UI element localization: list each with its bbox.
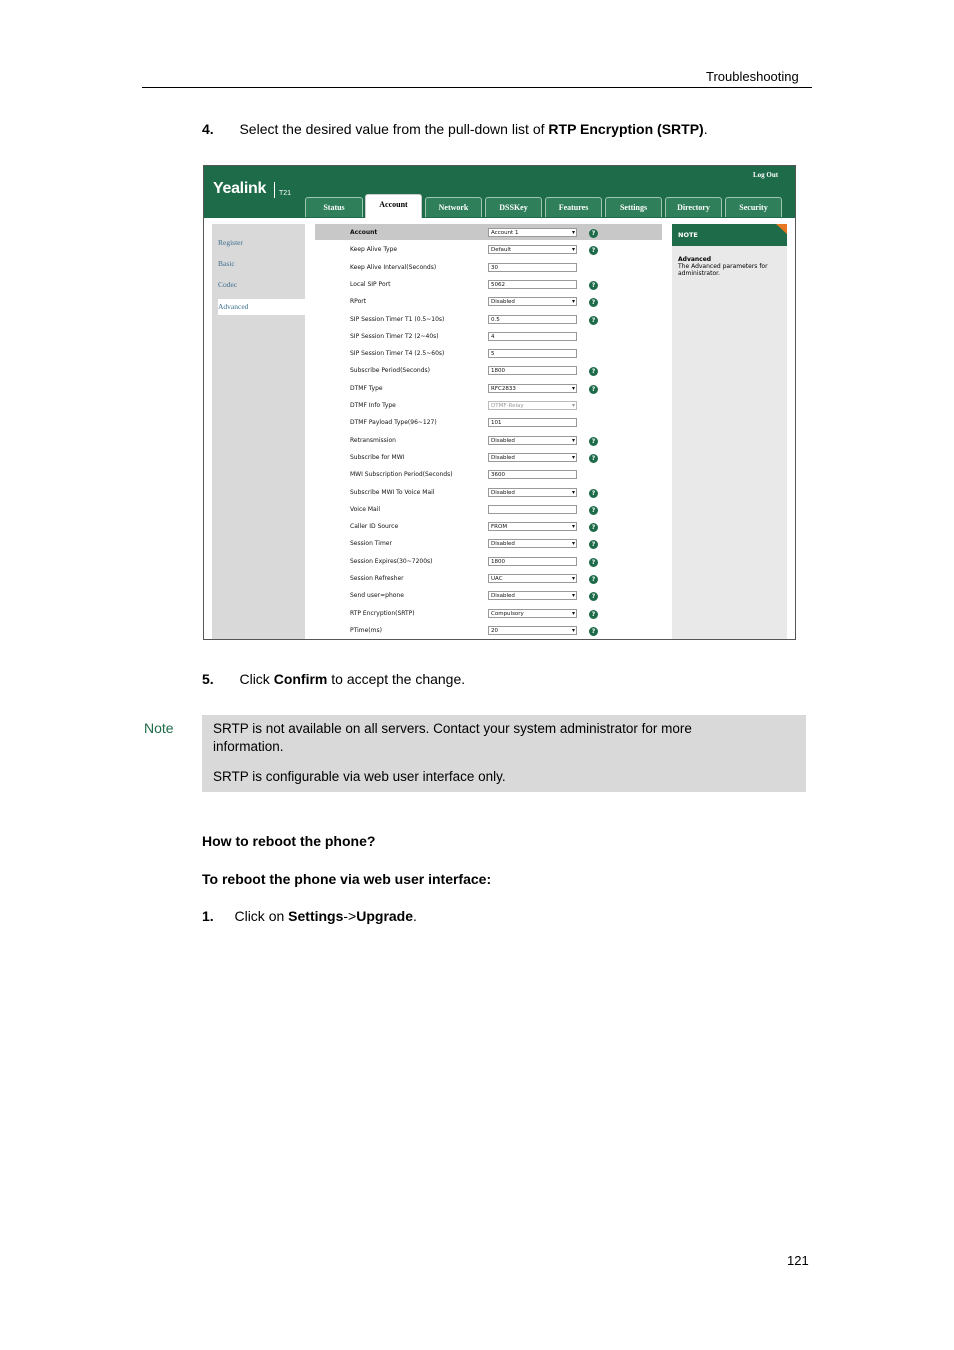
step-bold-upgrade: Upgrade bbox=[356, 908, 414, 924]
tab-account[interactable]: Account bbox=[365, 194, 422, 218]
step-text: Click on bbox=[234, 908, 289, 924]
select-field[interactable]: RFC2833 ▾ bbox=[488, 384, 577, 393]
row-label: Subscribe for MWI bbox=[350, 453, 405, 461]
note-line-2: information. bbox=[213, 739, 284, 754]
tab-features[interactable]: Features bbox=[545, 197, 602, 217]
help-icon[interactable]: ? bbox=[589, 627, 598, 636]
row-label: SIP Session Timer T4 (2.5~60s) bbox=[350, 350, 445, 358]
step-text: Select the desired value from the pull-down list of bbox=[239, 121, 549, 137]
step-text: Click bbox=[239, 671, 274, 687]
tab-status[interactable]: Status bbox=[305, 197, 363, 217]
step-5 bbox=[202, 671, 465, 687]
help-icon[interactable]: ? bbox=[589, 489, 598, 498]
logo-divider bbox=[274, 182, 275, 198]
note-line-3: SRTP is configurable via web user interface only. bbox=[213, 769, 506, 784]
note-panel-description: The Advanced parameters for administrator. bbox=[678, 263, 768, 277]
step-bold: RTP Encryption (SRTP) bbox=[548, 121, 704, 137]
help-icon[interactable]: ? bbox=[589, 575, 598, 584]
row-label: SIP Session Timer T1 (0.5~10s) bbox=[350, 315, 445, 323]
tab-directory[interactable]: Directory bbox=[665, 197, 722, 217]
row-label: Account bbox=[350, 229, 378, 236]
brand-logo: Yealink bbox=[213, 180, 267, 197]
help-icon[interactable]: ? bbox=[589, 298, 598, 307]
tab-security[interactable]: Security bbox=[725, 197, 782, 217]
row-label: PTime(ms) bbox=[350, 626, 382, 634]
row-label: SIP Session Timer T2 (2~40s) bbox=[350, 332, 439, 340]
row-label: Keep Alive Interval(Seconds) bbox=[350, 263, 437, 271]
select-field[interactable]: Compulsory ▾ bbox=[488, 609, 577, 618]
help-icon[interactable]: ? bbox=[589, 246, 598, 255]
step-arrow: -> bbox=[343, 908, 357, 924]
help-icon[interactable]: ? bbox=[589, 385, 598, 394]
row-label: Send user=phone bbox=[350, 592, 404, 600]
select-field[interactable]: Disabled ▾ bbox=[488, 436, 577, 445]
text-field[interactable]: 1800 bbox=[488, 366, 577, 375]
nav-item-basic[interactable]: Basic bbox=[218, 259, 235, 268]
tab-dsskey[interactable]: DSSKey bbox=[485, 197, 542, 217]
text-field[interactable]: 101 bbox=[488, 418, 577, 427]
help-icon[interactable]: ? bbox=[589, 229, 598, 238]
step-number: 5. bbox=[202, 671, 214, 687]
select-field[interactable]: 20 ▾ bbox=[488, 626, 577, 635]
row-label: Session Timer bbox=[350, 540, 392, 548]
select-field[interactable]: Disabled ▾ bbox=[488, 488, 577, 497]
nav-item-advanced[interactable]: Advanced bbox=[218, 302, 249, 311]
row-label: RPort bbox=[350, 298, 367, 306]
row-label: Keep Alive Type bbox=[350, 246, 398, 254]
text-field[interactable]: 0.5 bbox=[488, 315, 577, 324]
select-field[interactable]: Disabled ▾ bbox=[488, 297, 577, 306]
text-field[interactable]: 30 bbox=[488, 263, 577, 272]
row-label: DTMF Type bbox=[350, 384, 383, 392]
model-label: T21 bbox=[279, 190, 292, 197]
procedure-heading: To reboot the phone via web user interface: bbox=[202, 871, 492, 887]
row-label: MWI Subscription Period(Seconds) bbox=[350, 471, 453, 479]
help-icon[interactable]: ? bbox=[589, 454, 598, 463]
header-rule bbox=[142, 87, 812, 88]
note-panel-title: NOTE bbox=[678, 231, 698, 239]
tab-network[interactable]: Network bbox=[425, 197, 482, 217]
help-icon[interactable]: ? bbox=[589, 506, 598, 515]
row-label: Voice Mail bbox=[350, 505, 381, 513]
note-label: Note bbox=[144, 720, 174, 736]
step-text-end: to accept the change. bbox=[327, 671, 466, 687]
row-label: Retransmission bbox=[350, 436, 396, 444]
select-field[interactable]: Account 1 ▾ bbox=[488, 228, 577, 237]
row-label: Subscribe Period(Seconds) bbox=[350, 367, 430, 375]
text-field[interactable]: 3600 bbox=[488, 470, 577, 479]
logout-link[interactable]: Log Out bbox=[753, 171, 779, 179]
text-field[interactable]: 4 bbox=[488, 332, 577, 341]
step-bold: Confirm bbox=[273, 671, 328, 687]
row-label: Subscribe MWI To Voice Mail bbox=[350, 488, 435, 496]
help-icon[interactable]: ? bbox=[589, 281, 598, 290]
text-field[interactable]: 5 bbox=[488, 349, 577, 358]
help-icon[interactable]: ? bbox=[589, 610, 598, 619]
step-number: 4. bbox=[202, 121, 214, 137]
row-label: DTMF Info Type bbox=[350, 402, 396, 409]
note-panel-heading: Advanced bbox=[678, 256, 712, 263]
note-line-1: SRTP is not available on all servers. Contact your system administrator for more bbox=[213, 721, 692, 736]
select-field[interactable]: Disabled ▾ bbox=[488, 453, 577, 462]
row-label: Caller ID Source bbox=[350, 523, 399, 531]
text-field[interactable] bbox=[488, 505, 577, 514]
help-icon[interactable]: ? bbox=[589, 316, 598, 325]
row-label: Session Expires(30~7200s) bbox=[350, 557, 433, 565]
note-panel bbox=[672, 224, 787, 639]
help-icon[interactable]: ? bbox=[589, 540, 598, 549]
page-number: 121 bbox=[787, 1253, 809, 1268]
help-icon[interactable]: ? bbox=[589, 367, 598, 376]
nav-item-register[interactable]: Register bbox=[218, 238, 243, 247]
select-field[interactable]: FROM ▾ bbox=[488, 522, 577, 531]
help-icon[interactable]: ? bbox=[589, 437, 598, 446]
nav-item-codec[interactable]: Codec bbox=[218, 280, 238, 289]
step-text-end: . bbox=[703, 121, 708, 137]
step-4 bbox=[202, 121, 708, 137]
help-icon[interactable]: ? bbox=[589, 523, 598, 532]
select-field[interactable]: Disabled ▾ bbox=[488, 591, 577, 600]
select-field[interactable]: Disabled ▾ bbox=[488, 539, 577, 548]
step-number: 1. bbox=[202, 908, 214, 924]
row-label: RTP Encryption(SRTP) bbox=[350, 609, 415, 617]
help-icon[interactable]: ? bbox=[589, 592, 598, 601]
select-field: DTMF-Relay ▾ bbox=[488, 401, 577, 410]
faq-question: How to reboot the phone? bbox=[202, 833, 376, 849]
tab-settings[interactable]: Settings bbox=[605, 197, 662, 217]
faq-step-1 bbox=[202, 908, 417, 924]
running-header: Troubleshooting bbox=[706, 69, 799, 84]
row-label: Session Refresher bbox=[350, 575, 404, 582]
select-field[interactable]: Default ▾ bbox=[488, 245, 577, 254]
text-field[interactable]: 1800 bbox=[488, 557, 577, 566]
select-field[interactable]: UAC ▾ bbox=[488, 574, 577, 583]
row-label: Local SIP Port bbox=[350, 280, 391, 288]
row-label: DTMF Payload Type(96~127) bbox=[350, 419, 437, 427]
text-field[interactable]: 5062 bbox=[488, 280, 577, 289]
help-icon[interactable]: ? bbox=[589, 558, 598, 567]
step-text-end: . bbox=[413, 908, 417, 924]
note-corner-flag bbox=[776, 224, 787, 234]
step-bold-settings: Settings bbox=[288, 908, 344, 924]
web-ui-screenshot bbox=[203, 165, 796, 640]
